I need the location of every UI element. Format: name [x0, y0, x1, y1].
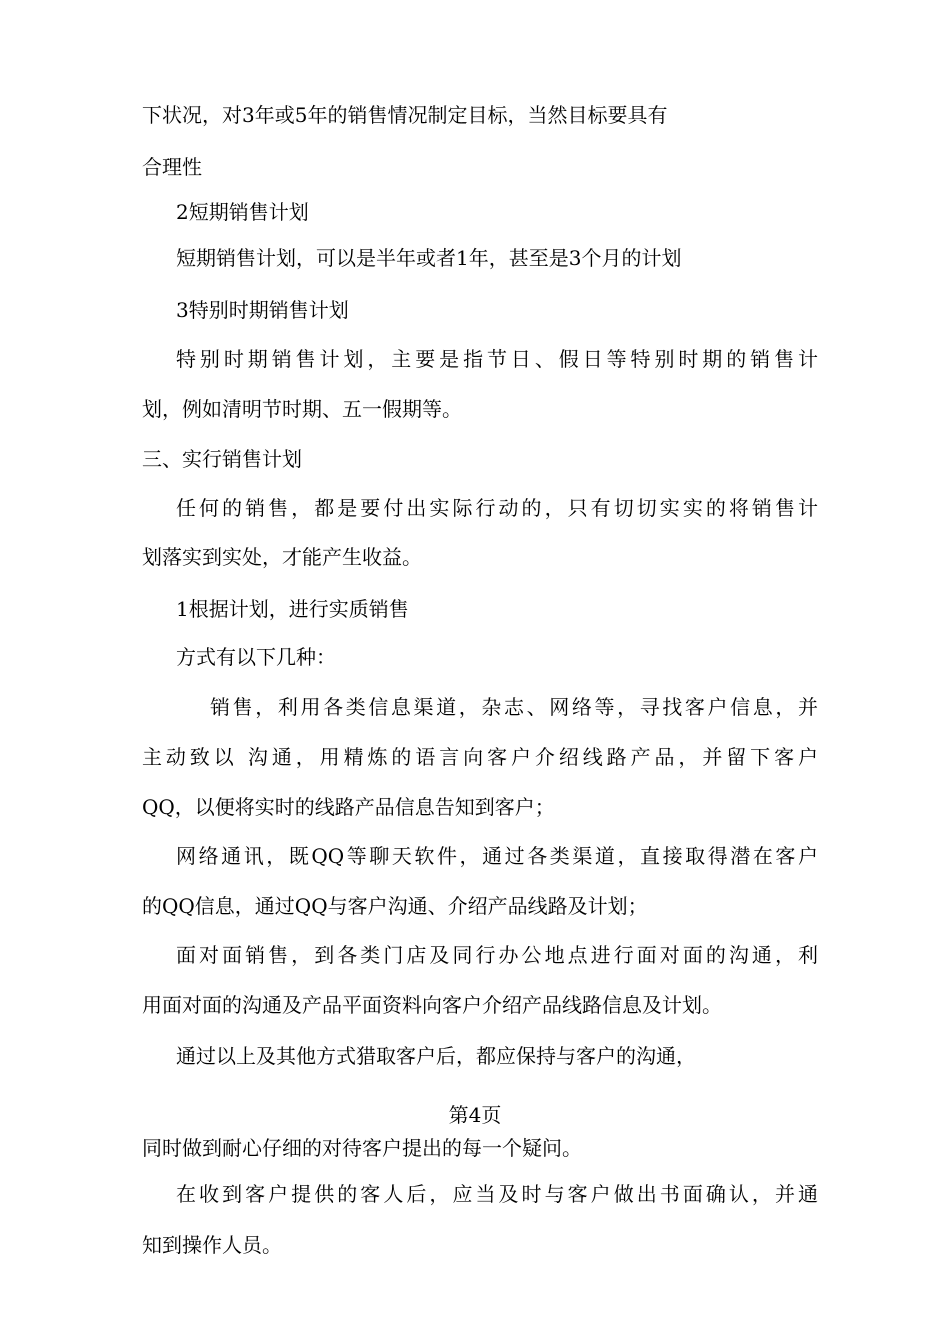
text-line: 销售，利用各类信息渠道，杂志、网络等，寻找客户信息，并: [210, 695, 818, 719]
text-line: 划，例如清明节时期、五一假期等。: [142, 397, 462, 421]
text-line: 3特别时期销售计划: [176, 298, 349, 322]
text-line: 通过以上及其他方式猎取客户后，都应保持与客户的沟通，: [176, 1044, 696, 1068]
text-line: 用面对面的沟通及产品平面资料向客户介绍产品线路信息及计划。: [142, 993, 722, 1017]
text-line: 的QQ信息，通过QQ与客户沟通、介绍产品线路及计划；: [142, 894, 648, 918]
text-line: 在收到客户提供的客人后，应当及时与客户做出书面确认，并通: [176, 1182, 818, 1206]
text-line: QQ，以便将实时的线路产品信息告知到客户；: [142, 795, 555, 819]
section-heading: 三、实行销售计划: [142, 447, 302, 471]
text-line: 面对面销售，到各类门店及同行办公地点进行面对面的沟通，利: [176, 943, 818, 967]
page-number: 第4页: [448, 1103, 502, 1127]
text-line: 短期销售计划，可以是半年或者1年，甚至是3个月的计划: [176, 246, 682, 270]
text-line: 主动致以 沟通，用精炼的语言向客户介绍线路产品，并留下客户: [142, 745, 818, 769]
text-line: 下状况，对3年或5年的销售情况制定目标，当然目标要具有: [142, 103, 668, 127]
text-line: 方式有以下几种：: [176, 645, 336, 669]
text-line: 知到操作人员。: [142, 1233, 282, 1257]
text-line: 合理性: [142, 155, 202, 179]
text-line: 1根据计划，进行实质销售: [176, 597, 409, 621]
text-line: 特别时期销售计划，主要是指节日、假日等特别时期的销售计: [176, 347, 818, 371]
text-line: 同时做到耐心仔细的对待客户提出的每一个疑问。: [142, 1136, 582, 1160]
text-line: 2短期销售计划: [176, 200, 309, 224]
text-line: 网络通讯，既QQ等聊天软件，通过各类渠道，直接取得潜在客户: [176, 844, 818, 868]
text-line: 划落实到实处，才能产生收益。: [142, 545, 422, 569]
text-line: 任何的销售，都是要付出实际行动的，只有切切实实的将销售计: [176, 496, 818, 520]
